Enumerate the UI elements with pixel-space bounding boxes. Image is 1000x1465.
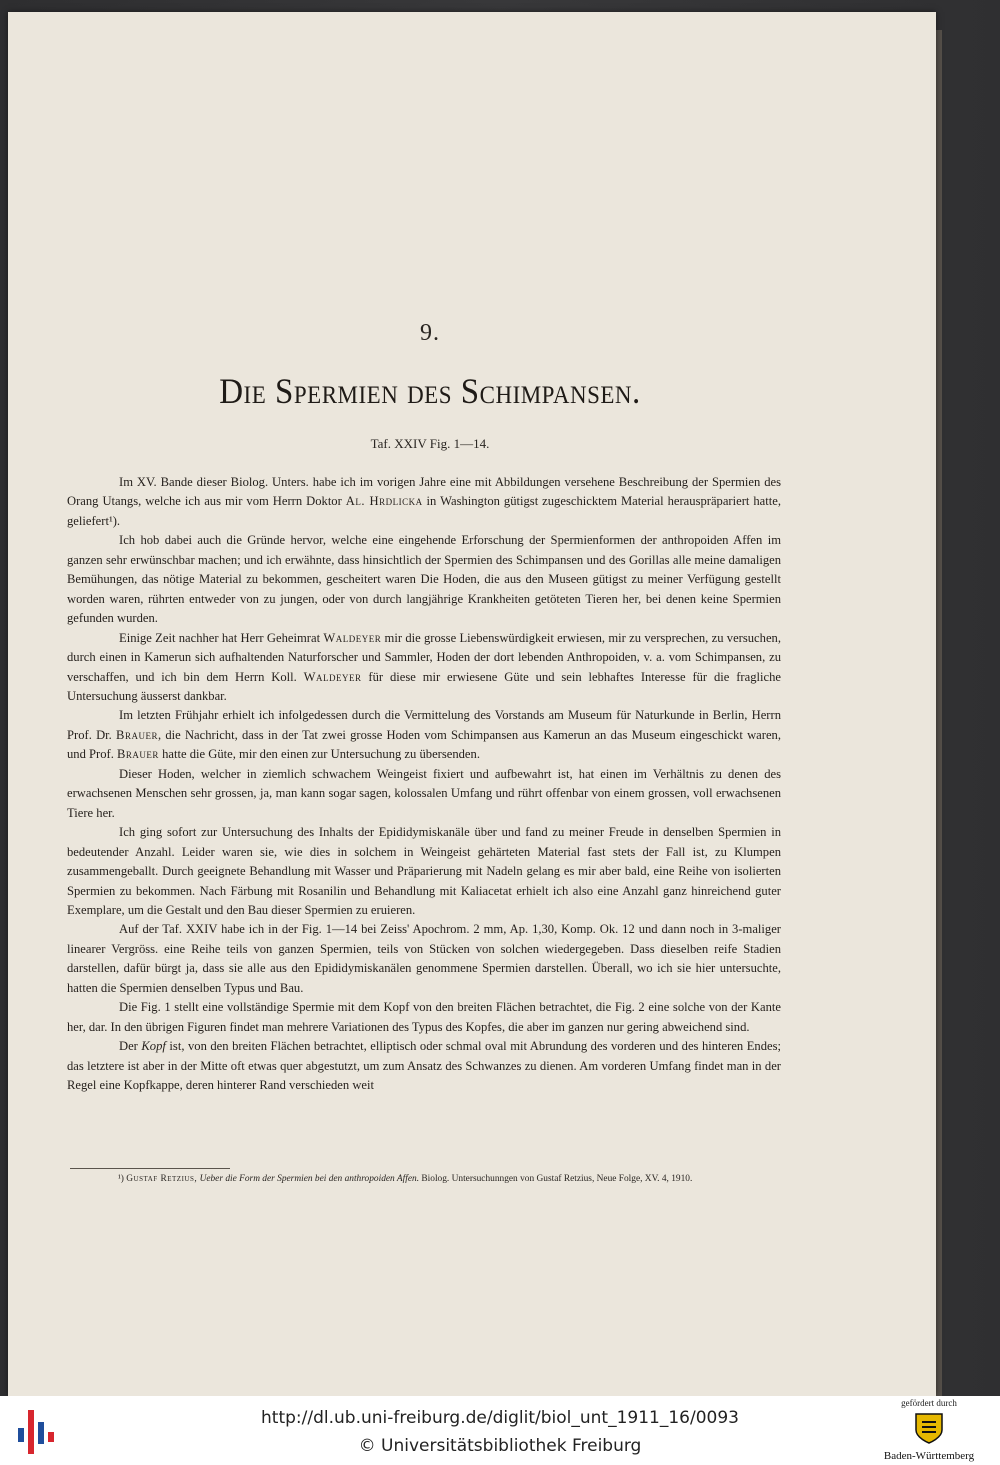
text-run: Die Fig. 1 stellt eine vollständige Spermie mit dem Kopf von den breiten Flächen betrachtet, die Fig. 2 eine solche von der Kante her, dar. In den übrigen Figuren findet man mehrere Variationen des Typus des Kopfes, die aber im ganzen nur gering abweichend sind. [67,1000,781,1034]
paragraph-3 [67,629,781,707]
sponsor-name: Baden-Württemberg [883,1450,975,1462]
footnote-rest: Biolog. Untersuchunngen von Gustaf Retzius, Neue Folge, XV. 4, 1910. [421,1174,693,1184]
plate-reference: Taf. XXIV Fig. 1—14. [370,436,490,451]
text-run: mir die grosse Liebenswürdigkeit erwiesen, mir zu versprechen, zu versuchen, durch einen in Kamerun sich aufhaltenden Naturforscher und Sammler, Hoden der dort lebenden Anthropoiden, v. a. vom Schimpansen, zu verschaffen, und ich bin dem Herrn Koll. [67,630,781,684]
paragraph-9 [67,1037,781,1095]
page-title: Die Spermien des Schimpansen. [219,372,641,412]
text-run: , die Nachricht, dass in der Tat zwei grosse Hoden vom Schimpansen aus Kamerun an das Museum eingeschickt waren, und Prof. [67,727,781,762]
paragraph-5 [67,765,781,823]
permalink-url[interactable]: http://dl.ub.uni-freiburg.de/diglit/biol_unt_1911_16/0093 [261,1408,739,1428]
paragraph-1 [67,473,781,531]
person-name: Brauer [117,747,159,762]
text-run: Auf der Taf. XXIV habe ich in der Fig. 1—14 bei Zeiss' Apochrom. 2 mm, Ap. 1,30, Komp. Ok. 12 und dann noch in 3-maliger linearer Vergröss. eine Reihe teils von ganzen Spermien, teils von Stücken von solchen wiedergegeben. Dass dieselben reife Stadien darstellen, dafür bürgt ja, dass sie alle aus den Epididymiskanälen genommene Spermien darstellen. Überall, wo ich sie hier untersuchte, hatten die Spermien denselben Typus und Bau. [67,922,781,995]
paragraph-2 [67,531,781,628]
person-name: Al. Hrdlicka [345,494,423,509]
text-run: Einige Zeit nachher hat Herr Geheimrat [119,630,324,645]
sponsor-block[interactable] [874,1398,984,1464]
text-run: Ich ging sofort zur Untersuchung des Inhalts der Epididymiskanäle über und fand zu meiner Freude in denselben Spermien in bedeutender Anzahl. Leider waren sie, wie dies in solchem in Weingeist gehärteten Material fast stets der Fall ist, zu Klumpen zusammengeballt. Durch geeignete Behandlung mit Wasser und Präparierung mit Nadeln gelang es mir aber bald, eine Reihe von isolierten Spermien zu bekommen. Nach Färbung mit Rosanilin und Behandlung mit Kaliacetat erhielt ich also eine Anzahl ganz hinreichend guter Exemplare, um die Gestalt und den Bau dieser Spermien zu eruieren. [67,825,781,917]
footnote-author: Gustaf Retzius, [126,1174,198,1184]
paragraph-8 [67,998,781,1037]
body-text [67,473,781,1096]
text-run: Im XV. Bande dieser Biolog. Unters. habe ich im vorigen Jahre eine mit Abbildungen versehene Beschreibung der Spermien des Orang Utangs, welche ich aus mir vom Herrn Doktor [67,475,781,509]
viewer-footer [0,1396,1000,1465]
paragraph-4 [67,706,781,764]
page-scan [8,12,936,1396]
text-run: Der [119,1039,142,1054]
text-run: ist, von den breiten Flächen betrachtet, elliptisch oder schmal oval mit Abrundung des vorderen und des hinteren Endes; das letztere ist aber in der Mitte oft etwas quer abgestutzt, um zum Ansatz des Schwanzes zu dienen. Am vorderen Umfang findet man in der Regel eine Kopfkappe, deren hinterer Rand verschieden weit [67,1039,782,1093]
text-run: Ich hob dabei auch die Gründe hervor, welche eine eingehende Erforschung der Spermienformen der anthropoiden Affen im ganzen sehr erwünschbar machen; und ich erwähnte, dass hinsichtlich der Spermien des Schimpansen und des Gorillas alle meine damaligen Bemühungen, das nötige Material zu bekommen, gescheitert waren Die Hoden, die aus den Museen gütigst zu meiner Verfügung gestellt worden waren, rührten entweder von zu jungen, oder von durch langjährige Krankheiten getöteten Tieren her, bei denen keine Spermien gefunden wurden. [67,533,781,626]
person-name: Waldeyer [323,630,382,645]
footnote-title: Ueber die Form der Spermien bei den anthropoiden Affen. [199,1174,420,1184]
person-name: Waldeyer [303,669,362,684]
footnote-marker: ¹) [118,1174,124,1184]
text-run: hatte die Güte, mir den einen zur Untersuchung zu übersenden. [158,747,480,762]
text-run: in Washington gütigst zugeschicktem Material herauspräpariert hatte, geliefert¹). [67,494,782,528]
paper-edge [936,30,942,1396]
text-run: für diese mir erwiesene Güte und sein lebhaftes Interesse für die fragliche Untersuchung äusserst dankbar. [67,669,781,703]
text-run: Dieser Hoden, welcher in ziemlich schwachem Weingeist fixiert und aufbewahrt ist, hat einen im Verhältnis zu denen des erwachsenen Menschen sehr grossen, ja, man kann sogar sagen, kolossalen Umfang und rührt offenbar von einem grossen, voll erwachsenen Tiere her. [67,766,781,820]
emphasis: Kopf [141,1039,166,1054]
paragraph-6 [67,823,781,920]
chapter-number: 9. [420,320,440,346]
paragraph-7 [67,920,781,998]
crest-icon [914,1412,944,1444]
copyright-text: © Universitätsbibliothek Freiburg [358,1436,642,1456]
person-name: Brauer [116,727,158,742]
sponsor-caption: gefördert durch [901,1398,957,1408]
footnote [70,1172,788,1186]
footnote-rule [70,1168,230,1169]
text-run: Im letzten Frühjahr erhielt ich infolgedessen durch die Vermittelung des Vorstands am Museum für Naturkunde in Berlin, Herrn Prof. Dr. [67,708,781,742]
